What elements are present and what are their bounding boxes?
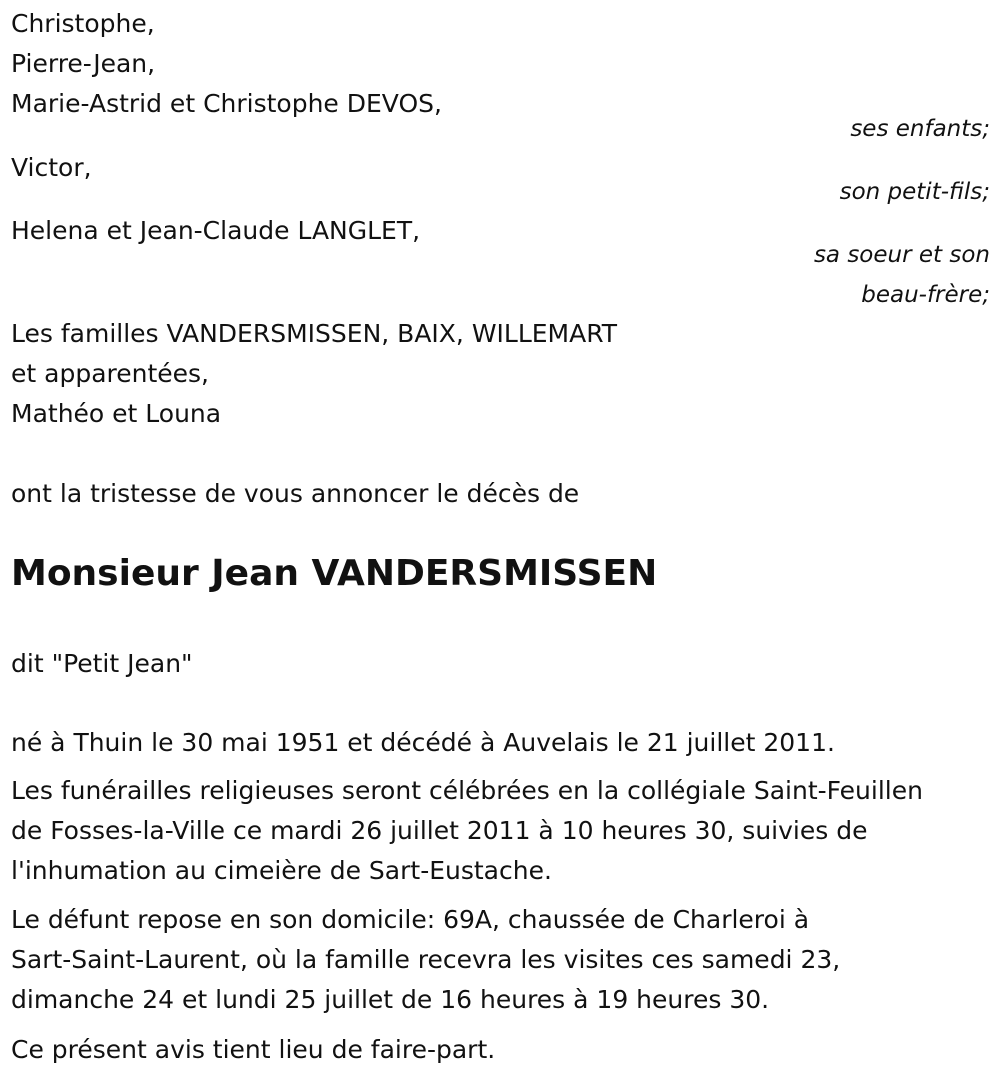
funeral-line-1: Les funérailles religieuses seront célébrées en la collégiale Saint-Feuillen (11, 776, 923, 805)
sibling-line: Helena et Jean-Claude LANGLET, (11, 216, 421, 245)
family-children-line-2: Pierre-Jean, (11, 49, 156, 78)
funeral-line-2: de Fosses-la-Ville ce mardi 26 juillet 2011 à 10 heures 30, suivies de (11, 816, 868, 845)
closing-text: Ce présent avis tient lieu de faire-part. (11, 1035, 496, 1064)
visitation-line-3: dimanche 24 et lundi 25 juillet de 16 heures à 19 heures 30. (11, 985, 770, 1014)
funeral-line-3: l'inhumation au cimeière de Sart-Eustache. (11, 856, 552, 885)
sibling-role-line-2: beau-frère; (861, 282, 990, 308)
deceased-name: Monsieur Jean VANDERSMISSEN (11, 553, 658, 594)
visitation-line-2: Sart-Saint-Laurent, où la famille recevra les visites ces samedi 23, (11, 945, 841, 974)
family-children-line-1: Christophe, (11, 9, 155, 38)
family-children-line-3: Marie-Astrid et Christophe DEVOS, (11, 89, 442, 118)
visitation-line-1: Le défunt repose en son domicile: 69A, chaussée de Charleroi à (11, 905, 810, 934)
families-line-2: et apparentées, (11, 359, 209, 388)
children-role: ses enfants; (850, 116, 990, 142)
sibling-role-line-1: sa soeur et son (813, 242, 990, 268)
grandchild-line: Victor, (11, 153, 92, 182)
families-line-1: Les familles VANDERSMISSEN, BAIX, WILLEMART (11, 319, 618, 348)
birth-death-text: né à Thuin le 30 mai 1951 et décédé à Auvelais le 21 juillet 2011. (11, 728, 835, 757)
families-line-3: Mathéo et Louna (11, 399, 222, 428)
announcement-text: ont la tristesse de vous annoncer le décès de (11, 479, 580, 508)
grandchild-role: son petit-fils; (839, 179, 990, 205)
deceased-nickname: dit "Petit Jean" (11, 649, 193, 678)
